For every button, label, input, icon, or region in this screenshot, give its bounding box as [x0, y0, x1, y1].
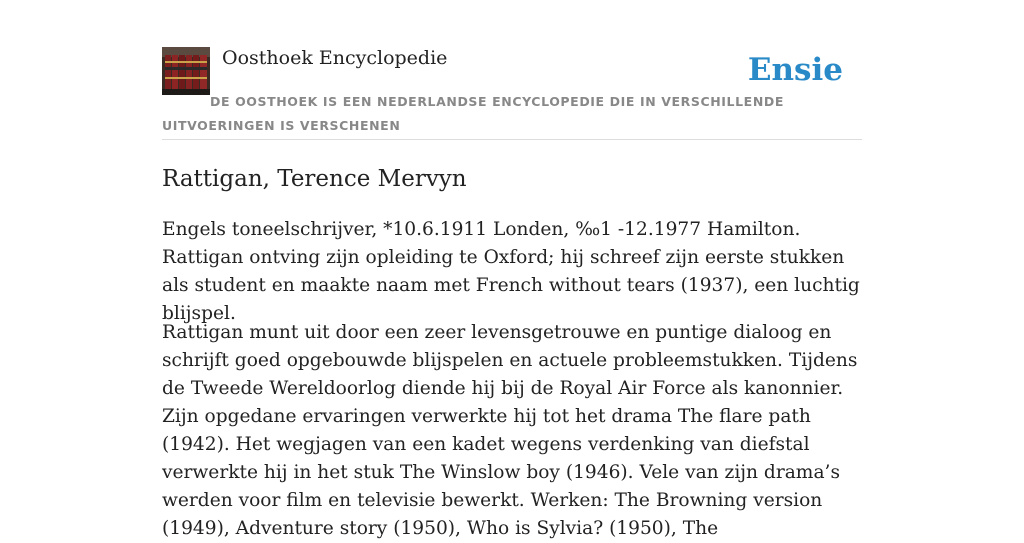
- header-divider: [162, 139, 862, 140]
- article-paragraph: Engels toneelschrijver, *10.6.1911 Londen, ‰1 -12.1977 Hamilton. Rattigan ontving zijn opleiding te Oxford; hij schreef zijn eerste stukken als student en maakte naam met French without tears (1937), een luchtig blijspel.: [162, 219, 860, 324]
- article-title: Rattigan, Terence Mervyn: [162, 166, 467, 192]
- site-tagline: DE OOSTHOEK IS EEN NEDERLANDSE ENCYCLOPEDIE DIE IN VERSCHILLENDE UITVOERINGEN IS VERSCHENEN: [162, 94, 784, 133]
- article-paragraph: Rattigan munt uit door een zeer levensgetrouwe en puntige dialoog en schrijft goed opgebouwde blijspelen en actuele probleemstukken. Tijdens de Tweede Wereldoorlog diende hij bij de Royal Air Force als kanonnier. Zijn opgedane ervaringen verwerkte hij tot het drama The flare path (1942). Het wegjagen van een kadet wegens verdenking van diefstal verwerkte hij in het stuk The Winslow boy (1946). Vele van zijn drama’s werden voor film en televisie bewerkt. Werken: The Browning version (1949), Adventure story (1950), Who is Sylvia? (1950), The: [162, 322, 858, 539]
- avatar[interactable]: [162, 47, 210, 95]
- book-spines-image: [162, 47, 210, 95]
- brand-logo[interactable]: Ensie: [747, 52, 843, 88]
- site-title[interactable]: Oosthoek Encyclopedie: [222, 47, 448, 69]
